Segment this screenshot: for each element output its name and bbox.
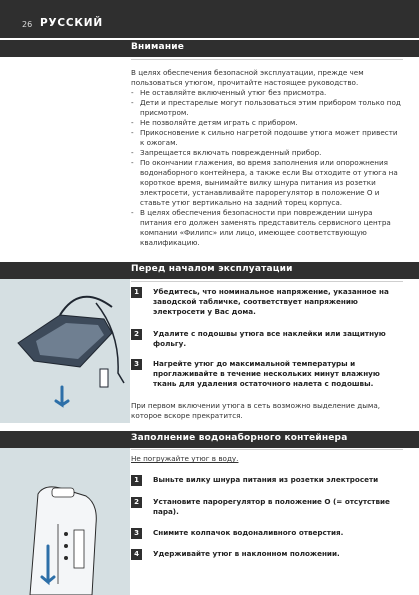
step-number: 3 <box>131 359 142 370</box>
step-number: 2 <box>131 329 142 340</box>
step-text: Снимите колпачок водоналивного отверстия. <box>153 528 344 537</box>
warning-item: - Дети и престарелые могут пользоваться этим прибором только под присмотром. <box>131 98 403 118</box>
step-text: Нагрейте утюг до максимальной температуры и проглаживайте в течение нескольких минут влажную ткань для удаления остаточного налета с подошвы. <box>153 359 380 388</box>
divider <box>131 59 403 60</box>
step-number: 1 <box>131 475 142 486</box>
step-text: Установите парорегулятор в положение O (= отсутствие пара). <box>153 497 390 516</box>
step-number: 1 <box>131 287 142 298</box>
filling-step <box>131 549 406 579</box>
warning-list <box>131 88 403 248</box>
language-title: РУССКИЙ <box>40 17 103 29</box>
step-number: 4 <box>131 549 142 560</box>
iron-soleplate-illustration <box>0 263 130 423</box>
section-title-warning <box>0 40 419 57</box>
divider <box>131 281 403 282</box>
warning-intro: В целях обеспечения безопасной эксплуатации, прежде чем пользоваться утюгом, прочитайте настоящее руководство. <box>131 68 364 87</box>
page-header <box>0 0 419 38</box>
page-number: 26 <box>22 20 33 29</box>
warning-item: - По окончании глажения, во время заполнения или опорожнения водонаборного контейнера, а также если Вы отходите от утюга на короткое время, вынимайте вилку шнура питания из розетки электросети, устанавливайте парорегулятор в положение O и ставьте утюг вертикально на задний торец корпуса. <box>131 158 403 208</box>
before-use-note: При первом включении утюга в сеть возможно выделение дыма, которое вскоре прекратится. <box>131 401 381 420</box>
warning-item: - Не позволяйте детям играть с прибором. <box>131 118 403 128</box>
filling-step <box>131 497 406 527</box>
water-tank-illustration <box>0 434 130 595</box>
warning-title: Внимание <box>131 42 185 52</box>
warning-item: - В целях обеспечения безопасности при повреждении шнура питания его должен заменять представитель сервисного центра компании «Филипс» или лицо, имеющее соответствующую квалификацию. <box>131 208 403 248</box>
warning-body <box>131 68 403 248</box>
section-title-before-use <box>0 262 419 279</box>
before-use-step <box>131 329 406 359</box>
step-text: Удерживайте утюг в наклонном положении. <box>153 549 340 558</box>
step-number: 3 <box>131 528 142 539</box>
before-use-title: Перед началом эксплуатации <box>131 264 293 274</box>
illustration-panel-iron-soleplate <box>0 263 130 423</box>
before-use-step <box>131 287 406 317</box>
illustration-panel-water-tank <box>0 434 130 595</box>
warning-item: - Запрещается включать поврежденный прибор. <box>131 148 403 158</box>
step-text: Убедитесь, что номинальное напряжение, указанное на заводской табличке, соответствует напряжению электросети у Вас дома. <box>153 287 389 316</box>
warning-item: - Прикосновение к сильно нагретой подошве утюга может привести к ожогам. <box>131 128 403 148</box>
filling-title: Заполнение водонаборного контейнера <box>131 433 348 443</box>
step-text: Удалите с подошвы утюга все наклейки или защитную фольгу. <box>153 329 386 348</box>
step-text: Выньте вилку шнура питания из розетки электросети <box>153 475 379 484</box>
warning-item: - Не оставляйте включенный утюг без присмотра. <box>131 88 403 98</box>
step-number: 2 <box>131 497 142 508</box>
section-title-filling <box>0 431 419 448</box>
filling-note: Не погружайте утюг в воду. <box>131 454 239 463</box>
before-use-step <box>131 359 406 389</box>
divider <box>131 449 403 450</box>
